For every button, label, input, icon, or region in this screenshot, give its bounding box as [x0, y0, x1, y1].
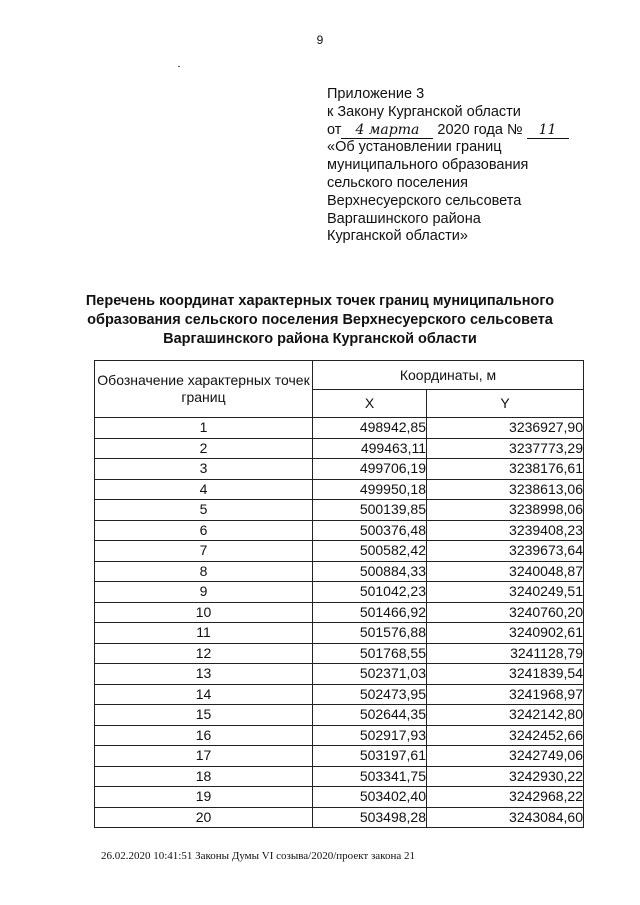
table-row	[95, 561, 584, 582]
y-coordinate-cell: 3243084,60	[427, 807, 584, 828]
x-coordinate-cell: 503197,61	[313, 746, 427, 767]
table-row	[95, 787, 584, 808]
x-coordinate-cell: 498942,85	[313, 418, 427, 439]
point-id-cell: 20	[95, 807, 313, 828]
y-coordinate-cell: 3239673,64	[427, 541, 584, 562]
table-row	[95, 438, 584, 459]
y-coordinate-cell: 3239408,23	[427, 520, 584, 541]
annex-law-title-line: «Об установлении границ	[327, 139, 502, 156]
table-row	[95, 479, 584, 500]
annex-header	[327, 86, 627, 246]
x-coordinate-cell: 500376,48	[313, 520, 427, 541]
table-row	[95, 807, 584, 828]
y-coordinate-cell: 3238613,06	[427, 479, 584, 500]
annex-law-title-line: сельского поселения	[327, 174, 468, 191]
point-id-cell: 1	[95, 418, 313, 439]
x-coordinate-cell: 499463,11	[313, 438, 427, 459]
annex-law-title-line: Верхнесуерского сельсовета	[327, 192, 522, 209]
y-coordinate-cell: 3241968,97	[427, 684, 584, 705]
point-id-cell: 13	[95, 664, 313, 685]
x-coordinate-cell: 502473,95	[313, 684, 427, 705]
table-row	[95, 705, 584, 726]
annex-law-title-line: Курганской области»	[327, 228, 468, 245]
table-row	[95, 684, 584, 705]
table-row	[95, 746, 584, 767]
annex-date-prefix: от	[327, 121, 342, 138]
point-id-cell: 17	[95, 746, 313, 767]
table-row	[95, 459, 584, 480]
y-coordinate-cell: 3242968,22	[427, 787, 584, 808]
point-id-cell: 5	[95, 500, 313, 521]
x-coordinate-cell: 499950,18	[313, 479, 427, 500]
point-id-cell: 18	[95, 766, 313, 787]
point-id-cell: 16	[95, 725, 313, 746]
x-coordinate-cell: 499706,19	[313, 459, 427, 480]
x-coordinate-cell: 503402,40	[313, 787, 427, 808]
y-coordinate-cell: 3242749,06	[427, 746, 584, 767]
header-coordinates: Координаты, м	[313, 361, 584, 390]
annex-date-line	[327, 122, 627, 140]
table-row	[95, 520, 584, 541]
point-id-cell: 15	[95, 705, 313, 726]
y-coordinate-cell: 3241128,79	[427, 643, 584, 664]
point-id-cell: 3	[95, 459, 313, 480]
x-coordinate-cell: 500582,42	[313, 541, 427, 562]
table-row	[95, 541, 584, 562]
x-coordinate-cell: 502644,35	[313, 705, 427, 726]
point-id-cell: 10	[95, 602, 313, 623]
y-coordinate-cell: 3242452,66	[427, 725, 584, 746]
annex-date-suffix: 2020 года №	[437, 121, 523, 138]
table-row	[95, 418, 584, 439]
point-id-cell: 9	[95, 582, 313, 603]
x-coordinate-cell: 501576,88	[313, 623, 427, 644]
x-coordinate-cell: 501466,92	[313, 602, 427, 623]
y-coordinate-cell: 3238176,61	[427, 459, 584, 480]
y-coordinate-cell: 3240249,51	[427, 582, 584, 603]
annex-law-title	[327, 139, 627, 246]
x-coordinate-cell: 501768,55	[313, 643, 427, 664]
x-coordinate-cell: 502371,03	[313, 664, 427, 685]
handwritten-number: 11	[527, 123, 569, 139]
header-point-label: Обозначение характерных точек границ	[95, 361, 313, 418]
table-row	[95, 725, 584, 746]
point-id-cell: 2	[95, 438, 313, 459]
y-coordinate-cell: 3240902,61	[427, 623, 584, 644]
coordinates-table	[94, 360, 584, 828]
document-title-line: Варгашинского района Курганской области	[163, 331, 477, 347]
x-coordinate-cell: 500139,85	[313, 500, 427, 521]
y-coordinate-cell: 3240048,87	[427, 561, 584, 582]
scan-speck	[178, 66, 180, 67]
document-title	[60, 292, 580, 349]
point-id-cell: 8	[95, 561, 313, 582]
table-row	[95, 500, 584, 521]
table-row	[95, 664, 584, 685]
document-title-line: Перечень координат характерных точек границ муниципального	[85, 293, 555, 309]
point-id-cell: 6	[95, 520, 313, 541]
table-row	[95, 623, 584, 644]
table-row	[95, 643, 584, 664]
annex-law-title-line: муниципального образования	[327, 157, 529, 174]
point-id-cell: 7	[95, 541, 313, 562]
footer-path: 26.02.2020 10:41:51 Законы Думы VI созыва/2020/проект закона 21	[101, 850, 415, 862]
y-coordinate-cell: 3236927,90	[427, 418, 584, 439]
point-id-cell: 19	[95, 787, 313, 808]
handwritten-date: 4 марта	[341, 123, 433, 139]
table-row	[95, 766, 584, 787]
table-row	[95, 602, 584, 623]
y-coordinate-cell: 3240760,20	[427, 602, 584, 623]
point-id-cell: 4	[95, 479, 313, 500]
y-coordinate-cell: 3242930,22	[427, 766, 584, 787]
annex-law-ref: к Закону Курганской области	[327, 103, 521, 120]
x-coordinate-cell: 503498,28	[313, 807, 427, 828]
point-id-cell: 11	[95, 623, 313, 644]
x-coordinate-cell: 503341,75	[313, 766, 427, 787]
annex-title: Приложение 3	[327, 86, 425, 102]
x-coordinate-cell: 500884,33	[313, 561, 427, 582]
annex-law-title-line: Варгашинского района	[327, 210, 481, 227]
header-x: X	[313, 389, 427, 418]
x-coordinate-cell: 501042,23	[313, 582, 427, 603]
y-coordinate-cell: 3238998,06	[427, 500, 584, 521]
y-coordinate-cell: 3241839,54	[427, 664, 584, 685]
y-coordinate-cell: 3237773,29	[427, 438, 584, 459]
header-y: Y	[427, 389, 584, 418]
y-coordinate-cell: 3242142,80	[427, 705, 584, 726]
x-coordinate-cell: 502917,93	[313, 725, 427, 746]
table-row	[95, 582, 584, 603]
page-number: 9	[316, 33, 324, 47]
point-id-cell: 14	[95, 684, 313, 705]
document-title-line: образования сельского поселения Верхнесуерского сельсовета	[87, 312, 553, 328]
point-id-cell: 12	[95, 643, 313, 664]
